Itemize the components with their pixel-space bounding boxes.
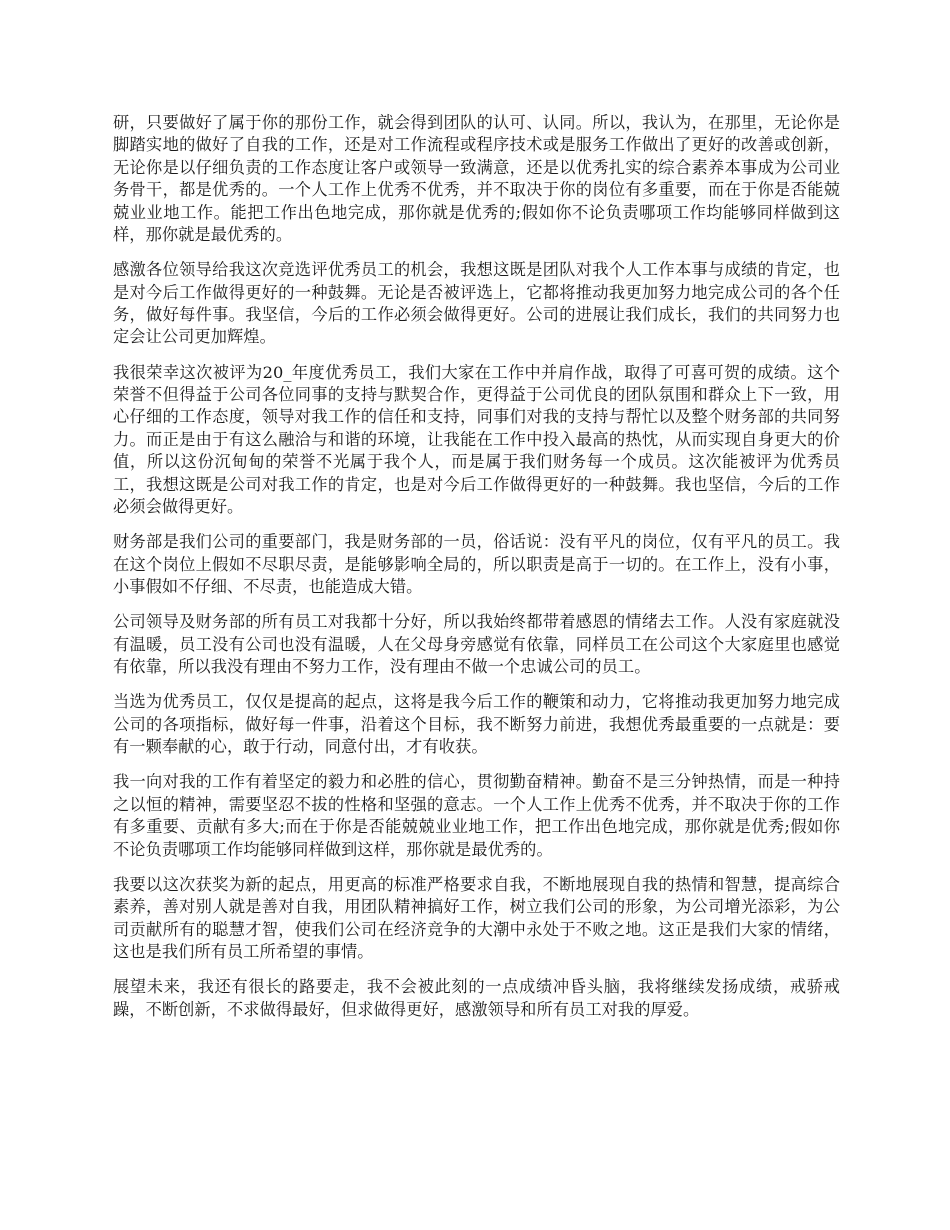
document-body — [113, 112, 840, 1034]
paragraph-8: 我要以这次获奖为新的起点，用更高的标准严格要求自我，不断地展现自我的热情和智慧，提高综合素养，善对别人就是善对自我，用团队精神搞好工作，树立我们公司的形象，为公司增光添彩，为公司贡献所有的聪慧才智，使我们公司在经济竞争的大潮中永处于不败之地。这正是我们大家的情绪，这也是我们所有员工所希望的事情。 — [113, 874, 840, 961]
paragraph-9: 展望未来，我还有很长的路要走，我不会被此刻的一点成绩冲昏头脑，我将继续发扬成绩，戒骄戒躁，不断创新，不求做得最好，但求做得更好，感激领导和所有员工对我的厚爱。 — [113, 977, 840, 1019]
paragraph-7: 我一向对我的工作有着坚定的毅力和必胜的信心，贯彻勤奋精神。勤奋不是三分钟热情，而是一种持之以恒的精神，需要坚忍不拔的性格和坚强的意志。一个人工作上优秀不优秀，并不取决于你的工作有多重要、贡献有多大;而在于你是否能兢兢业业地工作，把工作出色地完成，那你就是优秀;假如你不论负责哪项工作均能够同样做到这样，那你就是最优秀的。 — [113, 772, 840, 859]
paragraph-4: 财务部是我们公司的重要部门，我是财务部的一员，俗话说：没有平凡的岗位，仅有平凡的员工。我在这个岗位上假如不尽职尽责，是能够影响全局的，所以职责是高于一切的。在工作上，没有小事，小事假如不仔细、不尽责，也能造成大错。 — [113, 532, 840, 597]
paragraph-3: 我很荣幸这次被评为20_年度优秀员工，我们大家在工作中并肩作战，取得了可喜可贺的成绩。这个荣誉不但得益于公司各位同事的支持与默契合作，更得益于公司优良的团队氛围和群众上下一致，用心仔细的工作态度，领导对我工作的信任和支持，同事们对我的支持与帮忙以及整个财务部的共同努力。而正是由于有这么融洽与和谐的环境，让我能在工作中投入最高的热忱，从而实现自身更大的价值，所以这份沉甸甸的荣誉不光属于我个人，而是属于我们财务每一个成员。这次能被评为优秀员工，我想这既是公司对我工作的肯定，也是对今后工作做得更好的一种鼓舞。我也坚信，今后的工作必须会做得更好。 — [113, 362, 840, 517]
paragraph-1: 研，只要做好了属于你的那份工作，就会得到团队的认可、认同。所以，我认为，在那里，无论你是脚踏实地的做好了自我的工作，还是对工作流程或程序技术或是服务工作做出了更好的改善或创新，无论你是以仔细负责的工作态度让客户或领导一致满意，还是以优秀扎实的综合素养本事成为公司业务骨干，都是优秀的。一个人工作上优秀不优秀，并不取决于你的岗位有多重要，而在于你是否能兢兢业业地工作。能把工作出色地完成，那你就是优秀的;假如你不论负责哪项工作均能够同样做到这样，那你就是最优秀的。 — [113, 113, 840, 245]
paragraph-5: 公司领导及财务部的所有员工对我都十分好，所以我始终都带着感恩的情绪去工作。人没有家庭就没有温暖，员工没有公司也没有温暖，人在父母身旁感觉有依靠，同样员工在公司这个大家庭里也感觉有依靠，所以我没有理由不努力工作，没有理由不做一个忠诚公司的员工。 — [113, 612, 840, 677]
paragraph-6: 当选为优秀员工，仅仅是提高的起点，这将是我今后工作的鞭策和动力，它将推动我更加努力地完成公司的各项指标，做好每一件事，沿着这个目标，我不断努力前进，我想优秀最重要的一点就是：要有一颗奉献的心，敢于行动，同意付出，才有收获。 — [113, 692, 840, 757]
paragraph-2: 感激各位领导给我这次竞选评优秀员工的机会，我想这既是团队对我个人工作本事与成绩的肯定，也是对今后工作做得更好的一种鼓舞。无论是否被评选上，它都将推动我更加努力地完成公司的各个任务，做好每件事。我坚信，今后的工作必须会做得更好。公司的进展让我们成长，我们的共同努力也定会让公司更加辉煌。 — [113, 260, 840, 347]
